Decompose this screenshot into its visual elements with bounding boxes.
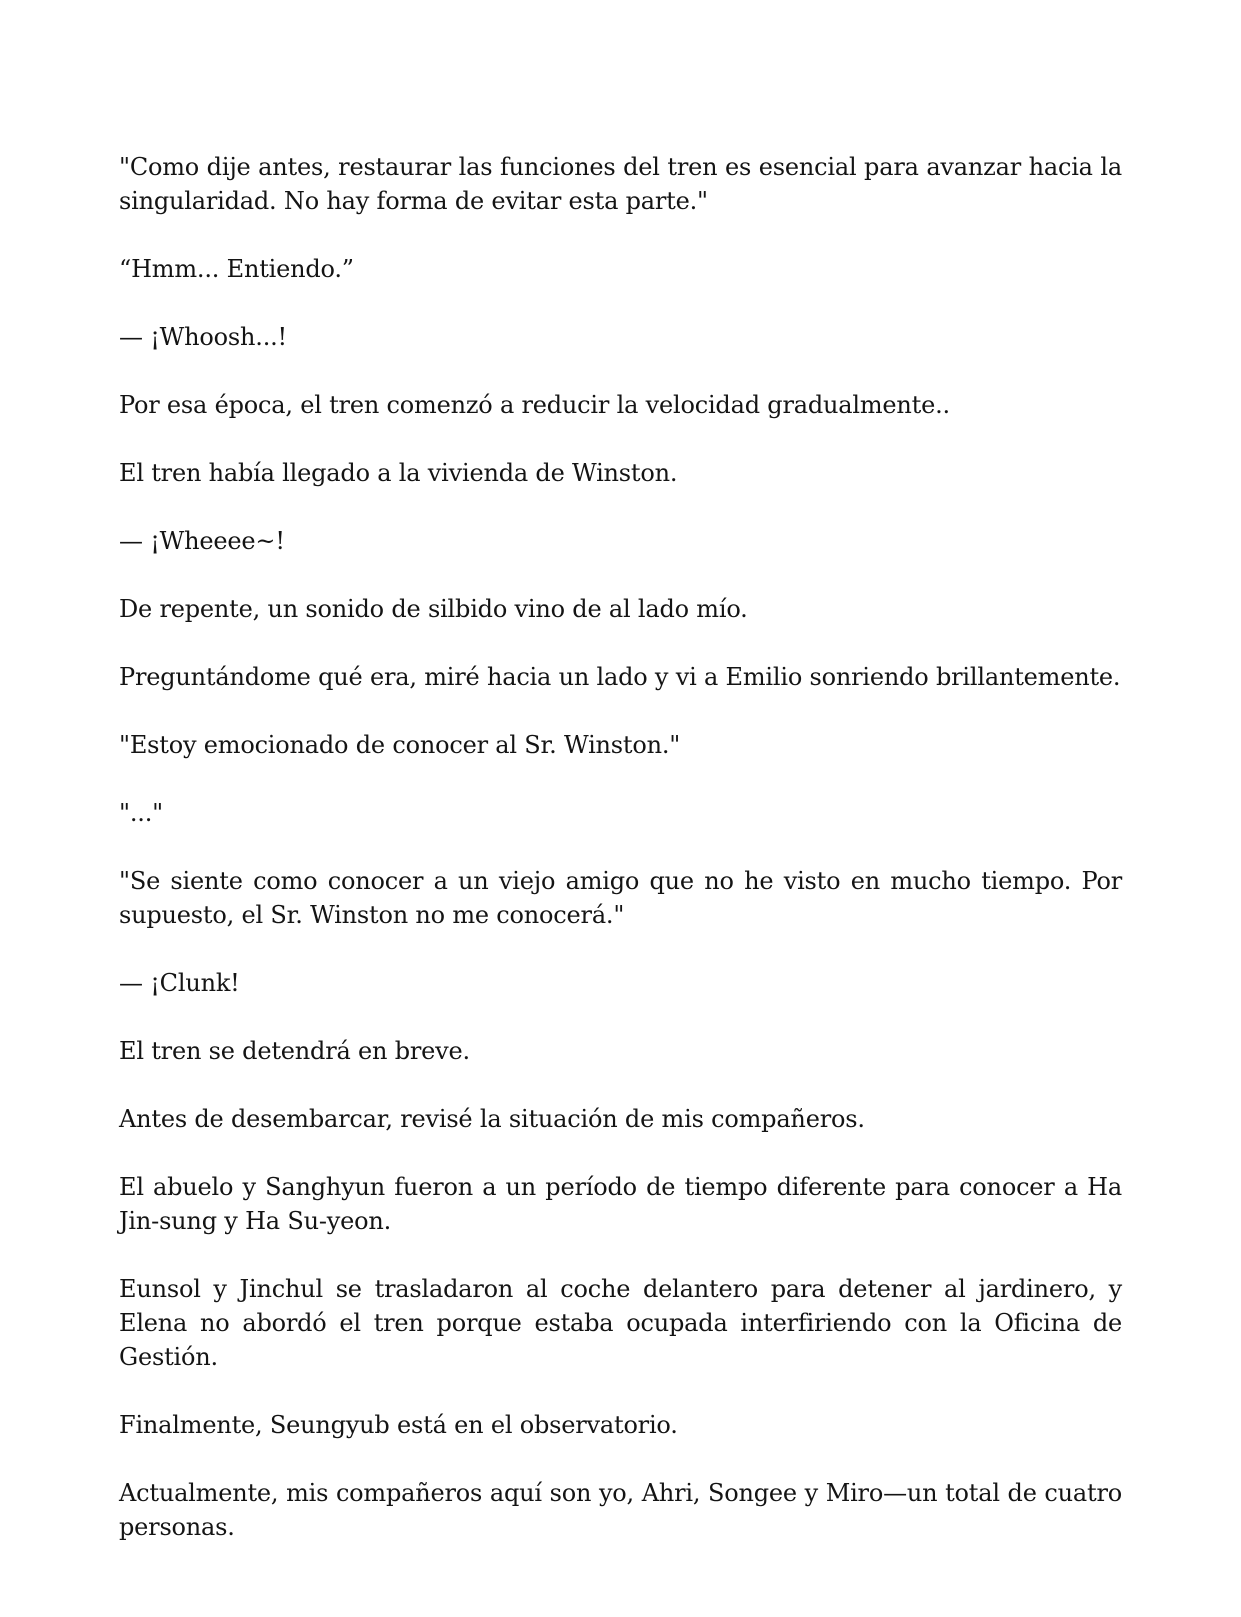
paragraph: Preguntándome qué era, miré hacia un lado y vi a Emilio sonriendo brillantemente. xyxy=(119,663,1121,691)
paragraph: "Estoy emocionado de conocer al Sr. Winston." xyxy=(119,731,681,759)
paragraph: “Hmm... Entiendo.” xyxy=(119,255,354,283)
paragraph: — ¡Whoosh...! xyxy=(119,323,288,351)
paragraph: "Se siente como conocer a un viejo amigo que no he visto en mucho tiempo. Por supuesto, el Sr. Winston no me conocerá." xyxy=(119,867,1122,929)
paragraph: El tren había llegado a la vivienda de Winston. xyxy=(119,459,678,487)
paragraph: — ¡Wheeee~! xyxy=(119,527,285,555)
paragraph: El abuelo y Sanghyun fueron a un período de tiempo diferente para conocer a Ha Jin-sung y Ha Su-yeon. xyxy=(119,1173,1122,1235)
paragraph: Actualmente, mis compañeros aquí son yo, Ahri, Songee y Miro—un total de cuatro personas. xyxy=(119,1479,1122,1541)
paragraph: "Como dije antes, restaurar las funciones del tren es esencial para avanzar hacia la singularidad. No hay forma de evitar esta parte." xyxy=(119,153,1122,215)
paragraph: — ¡Clunk! xyxy=(119,969,240,997)
paragraph: De repente, un sonido de silbido vino de al lado mío. xyxy=(119,595,748,623)
paragraph: Por esa época, el tren comenzó a reducir la velocidad gradualmente.. xyxy=(119,391,950,419)
paragraph: "..." xyxy=(119,799,163,827)
paragraph: Antes de desembarcar, revisé la situación de mis compañeros. xyxy=(119,1105,865,1133)
paragraph: Finalmente, Seungyub está en el observatorio. xyxy=(119,1411,678,1439)
paragraph: El tren se detendrá en breve. xyxy=(119,1037,470,1065)
paragraph: Eunsol y Jinchul se trasladaron al coche delantero para detener al jardinero, y Elena no abordó el tren porque estaba ocupada interfiriendo con la Oficina de Gestión. xyxy=(119,1275,1122,1371)
